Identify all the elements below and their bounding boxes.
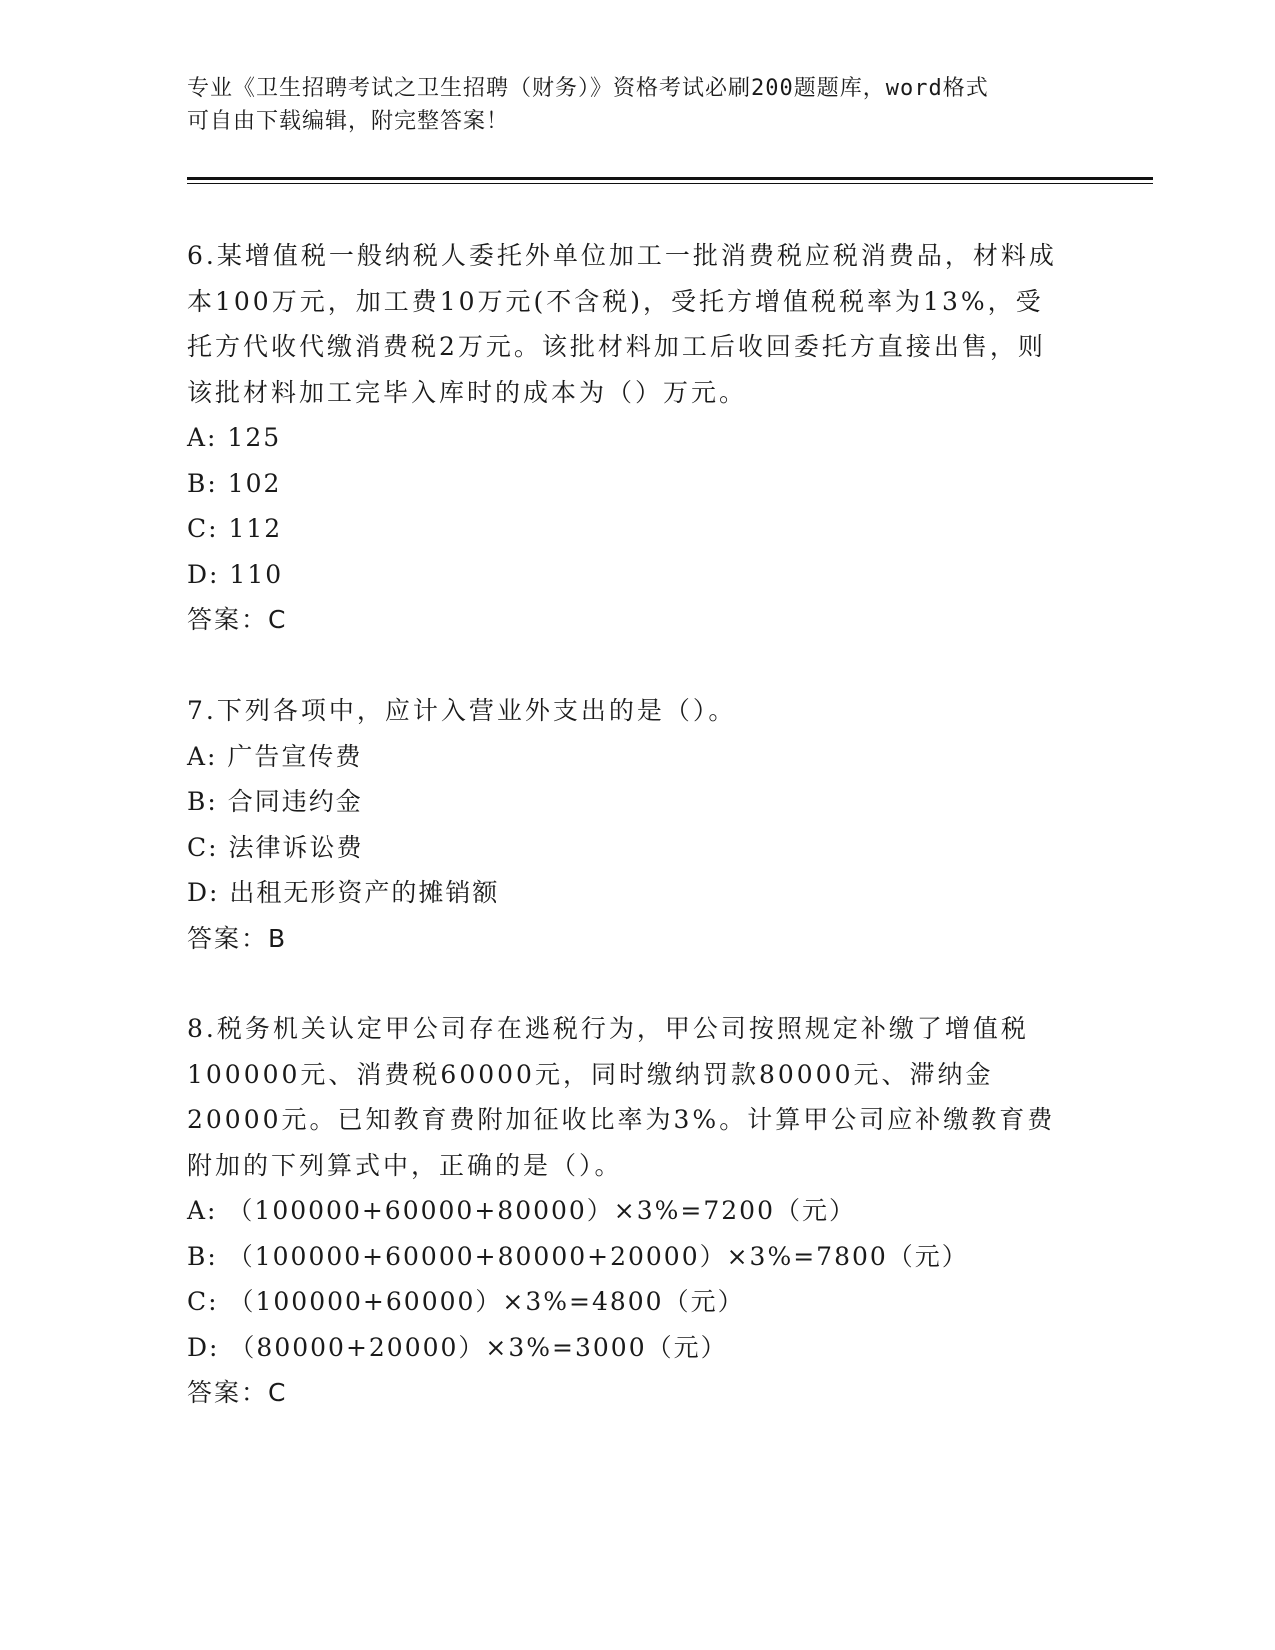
option-d: D: 出租无形资产的摊销额 [187, 878, 500, 907]
option-c: C: （100000+60000）×3%=4800（元） [187, 1287, 745, 1316]
option-a: A: （100000+60000+80000）×3%=7200（元） [187, 1196, 856, 1225]
question-stem: 6.某增值税一般纳税人委托外单位加工一批消费税应税消费品，材料成本100万元，加工费10万元(不含税)，受托方增值税税率为13%，受托方代收代缴消费税2万元。该批材料加工后收回委托方直接出售，则该批材料加工完毕入库时的成本为（）万元。 [187, 241, 1057, 407]
document-header [187, 72, 1067, 138]
answer: 答案：C [187, 605, 288, 634]
header-line-1: 专业《卫生招聘考试之卫生招聘（财务）》资格考试必刷200题题库，word格式 [187, 76, 989, 101]
option-d: D: 110 [187, 559, 284, 589]
question-6 [187, 233, 1067, 643]
option-b: B: 102 [187, 468, 282, 498]
option-b: B: （100000+60000+80000+20000）×3%=7800（元） [187, 1241, 969, 1271]
question-stem: 7.下列各项中，应计入营业外支出的是（）。 [187, 696, 737, 725]
question-7 [187, 688, 1067, 961]
header-rule-thick [187, 177, 1153, 180]
option-a: A: 广告宣传费 [187, 741, 363, 771]
header-line-2: 可自由下载编辑，附完整答案！ [187, 109, 510, 134]
question-stem: 8.税务机关认定甲公司存在逃税行为，甲公司按照规定补缴了增值税100000元、消费税60000元，同时缴纳罚款80000元、滞纳金20000元。已知教育费附加征收比率为3%。计算甲公司应补缴教育费附加的下列算式中，正确的是（）。 [187, 1014, 1056, 1180]
option-c: C: 法律诉讼费 [187, 832, 364, 862]
question-8 [187, 1006, 1067, 1416]
option-c: C: 112 [187, 514, 283, 543]
answer: 答案：B [187, 923, 288, 953]
answer: 答案：C [187, 1378, 288, 1407]
header-rule-thin [187, 183, 1153, 184]
option-a: A: 125 [187, 423, 282, 452]
option-d: D: （80000+20000）×3%=3000（元） [187, 1332, 728, 1362]
option-b: B: 合同违约金 [187, 787, 363, 816]
